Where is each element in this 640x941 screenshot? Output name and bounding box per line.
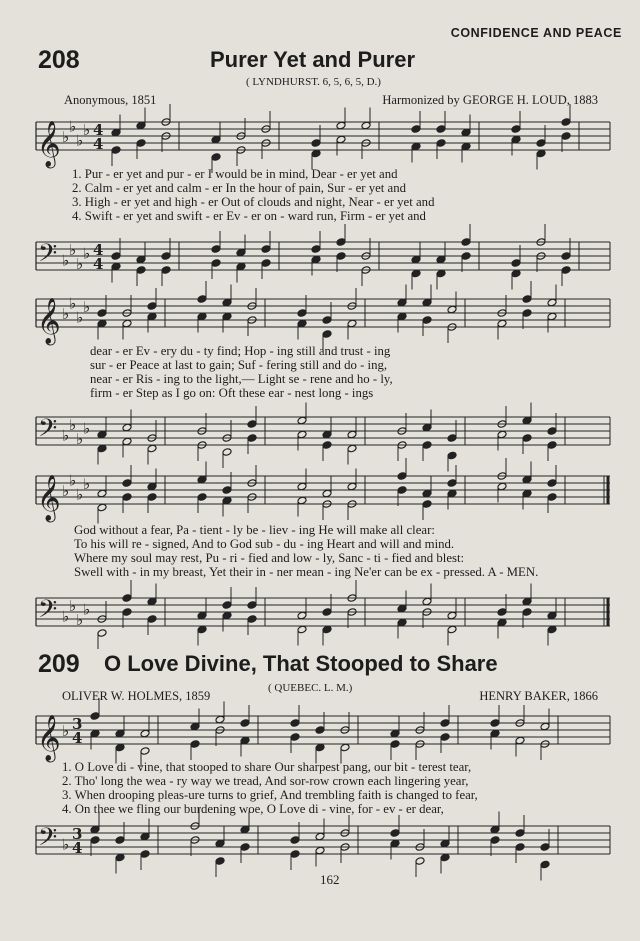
note-head — [497, 482, 507, 491]
note-head — [122, 423, 132, 432]
note-head — [461, 252, 471, 261]
note-head — [97, 629, 107, 638]
note-head — [97, 503, 107, 512]
note-head — [122, 594, 132, 603]
note-head — [111, 252, 121, 261]
note-head — [90, 825, 100, 834]
time-signature: 4 — [72, 839, 83, 857]
flat-icon: ♭ — [69, 416, 77, 434]
note-head — [461, 142, 471, 151]
note-head — [340, 743, 350, 752]
note-head — [297, 416, 307, 425]
note-head — [447, 489, 457, 498]
note-head — [115, 743, 125, 752]
flat-icon: ♭ — [62, 607, 70, 626]
note-head — [115, 853, 125, 862]
note-head — [136, 266, 146, 275]
flat-icon: ♭ — [83, 298, 91, 316]
flat-icon: ♭ — [83, 475, 91, 493]
note-head — [347, 482, 357, 491]
music-staff-bass — [36, 413, 610, 457]
note-head — [136, 255, 146, 264]
verse-line: 2. Calm - er yet and calm - er In the hour of pain, Sur - er yet and — [72, 181, 407, 195]
note-head — [240, 825, 250, 834]
bass-clef-icon: 𝄢 — [38, 823, 58, 858]
time-signature: 4 — [93, 255, 104, 273]
verse-line: sur - er Peace at last to gain; Suf - fering still and do - ing, — [90, 358, 388, 372]
note-head — [122, 437, 132, 446]
note-head — [247, 601, 257, 610]
note-head — [547, 493, 557, 502]
note-head — [297, 319, 307, 328]
note-head — [111, 146, 121, 155]
note-head — [222, 611, 232, 620]
treble-clef-icon: 𝄞 — [37, 715, 61, 761]
section-heading: CONFIDENCE AND PEACE — [450, 26, 622, 40]
note-head — [447, 625, 457, 634]
note-head — [397, 298, 407, 307]
note-head — [490, 836, 500, 845]
note-head — [97, 430, 107, 439]
note-head — [515, 829, 525, 838]
flat-icon: ♭ — [62, 835, 70, 854]
note-head — [322, 489, 332, 498]
flat-icon: ♭ — [69, 471, 77, 490]
bass-clef-icon: 𝄢 — [38, 239, 58, 274]
note-head — [361, 121, 371, 130]
note-head — [490, 729, 500, 738]
note-head — [436, 255, 446, 264]
note-head — [511, 259, 521, 268]
note-head — [522, 295, 532, 304]
composer-credit: Harmonized by GEORGE H. LOUD, 1883 — [382, 93, 598, 107]
note-head — [197, 295, 207, 304]
time-signature: 4 — [93, 241, 104, 259]
note-head — [390, 729, 400, 738]
note-head — [147, 302, 157, 311]
note-head — [511, 269, 521, 278]
note-head — [422, 316, 432, 325]
flat-icon: ♭ — [62, 722, 70, 740]
note-head — [197, 312, 207, 321]
note-head — [440, 733, 450, 742]
note-head — [461, 238, 471, 247]
note-head — [540, 843, 550, 852]
treble-clef-icon: 𝄞 — [37, 475, 61, 521]
note-head — [211, 245, 221, 254]
note-head — [561, 132, 571, 141]
note-head — [522, 309, 532, 318]
note-head — [540, 860, 550, 869]
note-head — [422, 500, 432, 509]
note-head — [161, 266, 171, 275]
note-head — [140, 747, 150, 756]
flat-icon: ♭ — [76, 255, 84, 273]
note-head — [222, 448, 232, 457]
note-head — [390, 839, 400, 848]
note-head — [247, 615, 257, 624]
flat-icon: ♭ — [69, 597, 77, 615]
note-head — [297, 496, 307, 505]
flat-icon: ♭ — [69, 241, 77, 259]
note-head — [347, 444, 357, 453]
note-head — [547, 625, 557, 634]
note-head — [447, 451, 457, 460]
time-signature: 3 — [72, 825, 83, 843]
note-head — [436, 139, 446, 148]
note-head — [336, 121, 346, 130]
note-head — [336, 238, 346, 247]
treble-clef-icon: 𝄞 — [37, 121, 61, 167]
note-head — [215, 857, 225, 866]
note-head — [336, 252, 346, 261]
note-head — [211, 135, 221, 144]
note-head — [240, 843, 250, 852]
note-head — [111, 262, 121, 271]
note-head — [222, 298, 232, 307]
verse-line: 4. Swift - er yet and swift - er Ev - er on - ward run, Firm - er yet and — [72, 209, 426, 223]
note-head — [111, 128, 121, 137]
time-signature: 3 — [72, 715, 83, 733]
note-head — [311, 149, 321, 158]
note-head — [315, 846, 325, 855]
tune-name: ( LYNDHURST. 6, 5, 6, 5, D.) — [246, 76, 381, 88]
author-credit: Anonymous, 1851 — [64, 93, 157, 107]
verse-line: 2. Tho' long the wea - ry way we tread, And sor-row crown each lingering year, — [62, 774, 469, 788]
note-head — [147, 615, 157, 624]
hymn-title: O Love Divine, That Stooped to Share — [104, 651, 498, 676]
flat-icon: ♭ — [76, 485, 84, 504]
note-head — [297, 309, 307, 318]
note-head — [197, 625, 207, 634]
note-head — [115, 836, 125, 845]
note-head — [440, 719, 450, 728]
note-head — [247, 420, 257, 429]
note-head — [290, 850, 300, 859]
note-head — [347, 430, 357, 439]
hymn-title: Purer Yet and Purer — [210, 47, 416, 72]
note-head — [547, 298, 557, 307]
note-head — [322, 625, 332, 634]
note-head — [422, 441, 432, 450]
music-staff-treble — [36, 117, 610, 167]
note-head — [322, 316, 332, 325]
note-head — [436, 269, 446, 278]
note-head — [211, 259, 221, 268]
note-head — [561, 118, 571, 127]
flat-icon: ♭ — [83, 600, 91, 619]
note-head — [511, 125, 521, 134]
note-head — [547, 427, 557, 436]
flat-icon: ♭ — [83, 121, 91, 139]
note-head — [447, 479, 457, 488]
flat-icon: ♭ — [62, 128, 70, 146]
bass-clef-icon: 𝄢 — [38, 414, 58, 449]
note-head — [522, 489, 532, 498]
note-head — [297, 625, 307, 634]
verse-line: To his will re - signed, And to God sub - du - ing Heart and will and mind. — [74, 537, 455, 551]
verse-line: Swell with - in my breast, Yet their in - ner mean - ing Ne'er can be ex - pressed. A - MEN. — [74, 565, 539, 579]
note-head — [322, 441, 332, 450]
note-head — [311, 139, 321, 148]
note-head — [97, 444, 107, 453]
note-head — [115, 729, 125, 738]
note-head — [547, 441, 557, 450]
flat-icon: ♭ — [69, 117, 77, 136]
music-staff-bass — [36, 822, 610, 866]
note-head — [422, 423, 432, 432]
hymn-number: 209 — [38, 650, 80, 678]
note-head — [315, 726, 325, 735]
note-head — [315, 743, 325, 752]
page-number: 162 — [320, 872, 340, 887]
verse-line: firm - er Step as I go on: Oft these ear - nest long - ings — [90, 386, 374, 400]
note-head — [411, 269, 421, 278]
note-head — [311, 245, 321, 254]
hymn-number: 208 — [38, 46, 80, 74]
verse-line: 3. High - er yet and high - er Out of clouds and night, Near - er yet and — [72, 195, 435, 209]
time-signature: 4 — [93, 121, 104, 139]
note-head — [522, 475, 532, 484]
tune-name: ( QUEBEC. L. M.) — [268, 682, 353, 694]
note-head — [140, 832, 150, 841]
note-head — [522, 416, 532, 425]
note-head — [97, 489, 107, 498]
note-head — [190, 722, 200, 731]
flat-icon: ♭ — [69, 294, 77, 313]
verse-line: dear - er Ev - ery du - ty find; Hop - ing still and trust - ing — [90, 344, 391, 358]
note-head — [290, 836, 300, 845]
note-head — [336, 135, 346, 144]
note-head — [247, 434, 257, 443]
note-head — [90, 712, 100, 721]
note-head — [547, 611, 557, 620]
note-head — [415, 857, 425, 866]
note-head — [440, 839, 450, 848]
note-head — [522, 608, 532, 617]
note-head — [122, 608, 132, 617]
flat-icon: ♭ — [76, 131, 84, 150]
note-head — [140, 729, 150, 738]
note-head — [397, 472, 407, 481]
author-credit: OLIVER W. HOLMES, 1859 — [62, 689, 211, 703]
note-head — [297, 482, 307, 491]
note-head — [397, 486, 407, 495]
note-head — [90, 729, 100, 738]
note-head — [490, 825, 500, 834]
time-signature: 4 — [72, 729, 83, 747]
flat-icon: ♭ — [76, 308, 84, 327]
note-head — [411, 255, 421, 264]
note-head — [547, 479, 557, 488]
note-head — [322, 330, 332, 339]
flat-icon: ♭ — [83, 419, 91, 438]
note-head — [397, 312, 407, 321]
note-head — [215, 839, 225, 848]
verse-line: 1. O Love di - vine, that stooped to share Our sharpest pang, our bit - terest tear, — [62, 760, 472, 774]
note-head — [390, 740, 400, 749]
note-head — [397, 618, 407, 627]
flat-icon: ♭ — [76, 430, 84, 448]
verse-line: 1. Pur - er yet and pur - er I would be in mind, Dear - er yet and — [72, 167, 398, 181]
note-head — [211, 153, 221, 162]
note-head — [440, 853, 450, 862]
note-head — [511, 135, 521, 144]
verse-block — [62, 760, 618, 816]
note-head — [190, 740, 200, 749]
note-head — [236, 262, 246, 271]
note-head — [411, 125, 421, 134]
note-head — [540, 722, 550, 731]
note-head — [222, 486, 232, 495]
note-head — [447, 434, 457, 443]
note-head — [461, 128, 471, 137]
verse-block — [74, 523, 620, 579]
note-head — [497, 608, 507, 617]
note-head — [447, 611, 457, 620]
note-head — [497, 430, 507, 439]
note-head — [297, 430, 307, 439]
note-head — [147, 493, 157, 502]
note-head — [161, 252, 171, 261]
note-head — [222, 496, 232, 505]
note-head — [311, 255, 321, 264]
note-head — [497, 618, 507, 627]
note-head — [515, 843, 525, 852]
note-head — [215, 715, 225, 724]
note-head — [290, 733, 300, 742]
note-head — [522, 597, 532, 606]
note-head — [197, 611, 207, 620]
note-head — [197, 475, 207, 484]
note-head — [236, 248, 246, 257]
verse-block — [90, 344, 610, 400]
note-head — [390, 829, 400, 838]
flat-icon: ♭ — [83, 244, 91, 263]
note-head — [422, 489, 432, 498]
note-head — [147, 444, 157, 453]
note-head — [140, 850, 150, 859]
note-head — [447, 305, 457, 314]
note-head — [261, 245, 271, 254]
note-head — [240, 736, 250, 745]
verse-line: God without a fear, Pa - tient - ly be - liev - ing He will make all clear: — [74, 523, 435, 537]
note-head — [122, 319, 132, 328]
music-staff-treble — [36, 471, 610, 521]
note-head — [261, 259, 271, 268]
note-head — [411, 142, 421, 151]
note-head — [297, 611, 307, 620]
note-head — [90, 836, 100, 845]
note-head — [397, 604, 407, 613]
note-head — [490, 719, 500, 728]
flat-icon: ♭ — [62, 251, 70, 270]
note-head — [436, 125, 446, 134]
note-head — [536, 149, 546, 158]
note-head — [147, 482, 157, 491]
note-head — [222, 601, 232, 610]
note-head — [136, 139, 146, 148]
note-head — [147, 312, 157, 321]
music-staff-treble — [36, 712, 610, 761]
bass-clef-icon: 𝄢 — [38, 595, 58, 630]
note-head — [561, 252, 571, 261]
verse-line: 3. When drooping pleas-ure turns to grief, And trembling faith is changed to fear, — [62, 788, 478, 802]
note-head — [322, 608, 332, 617]
flat-icon: ♭ — [62, 426, 70, 445]
note-head — [547, 312, 557, 321]
note-head — [315, 832, 325, 841]
note-head — [497, 319, 507, 328]
note-head — [347, 319, 357, 328]
note-head — [97, 309, 107, 318]
note-head — [522, 434, 532, 443]
verse-line: Where my soul may rest, Pu - ri - fied and low - ly, Sanc - ti - fied and blest: — [74, 551, 465, 565]
music-staff-treble — [36, 294, 610, 344]
flat-icon: ♭ — [62, 305, 70, 323]
note-head — [97, 319, 107, 328]
composer-credit: HENRY BAKER, 1866 — [479, 689, 598, 703]
note-head — [197, 493, 207, 502]
note-head — [136, 121, 146, 130]
note-head — [322, 430, 332, 439]
note-head — [422, 597, 432, 606]
verse-block — [72, 167, 617, 223]
note-head — [561, 266, 571, 275]
time-signature: 4 — [93, 135, 104, 153]
note-head — [222, 312, 232, 321]
note-head — [290, 719, 300, 728]
note-head — [422, 298, 432, 307]
verse-line: 4. On thee we fling our burdening woe, O Love di - vine, for - ev - er dear, — [62, 802, 444, 816]
music-staff-bass — [36, 238, 610, 282]
music-staff-bass — [36, 594, 610, 638]
flat-icon: ♭ — [62, 482, 70, 500]
note-head — [240, 719, 250, 728]
flat-icon: ♭ — [76, 611, 84, 629]
note-head — [122, 479, 132, 488]
verse-line: near - er Ris - ing to the light,— Light se - rene and ho - ly, — [90, 372, 393, 386]
note-head — [147, 597, 157, 606]
note-head — [122, 493, 132, 502]
treble-clef-icon: 𝄞 — [37, 298, 61, 344]
note-head — [536, 139, 546, 148]
note-head — [515, 736, 525, 745]
